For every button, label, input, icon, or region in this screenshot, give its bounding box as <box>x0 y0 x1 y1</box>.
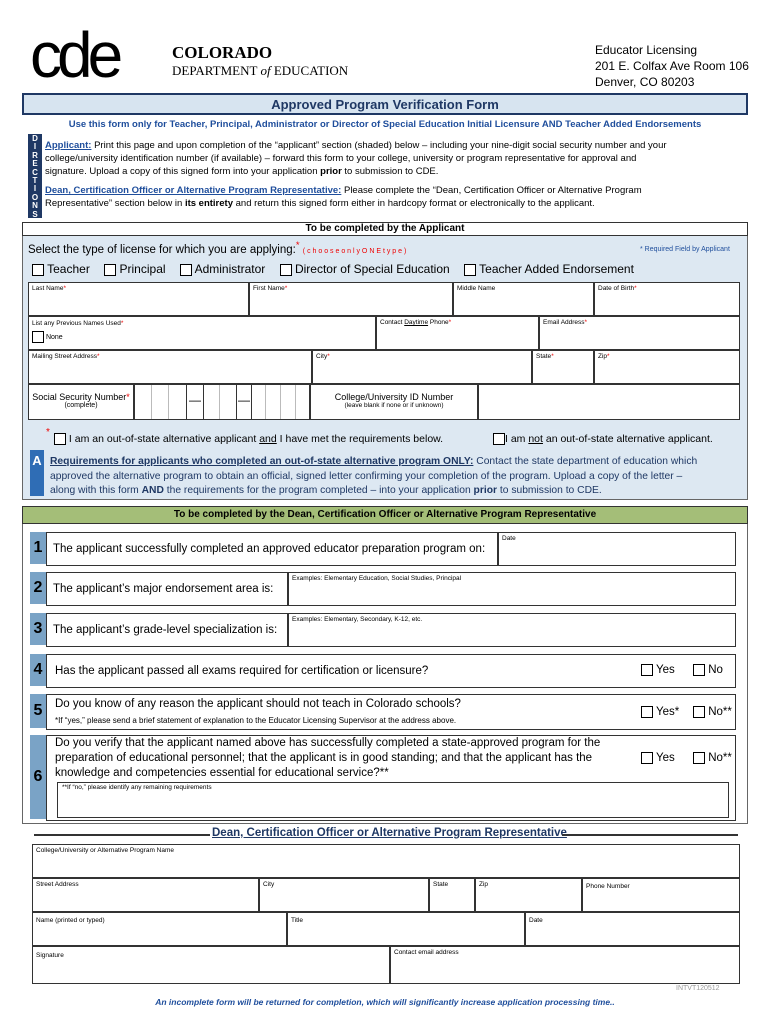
rep-title-field[interactable]: Title <box>287 912 525 946</box>
mailing-street-field[interactable]: Mailing Street Address* <box>28 350 312 384</box>
q2-endorsement-field[interactable]: Examples: Elementary Education, Social Studies, Principal <box>288 572 736 606</box>
rep-phone-field[interactable]: Phone Number <box>582 878 740 912</box>
previous-names-field[interactable]: List any Previous Names Used* <box>28 316 376 350</box>
q5-no-checkbox[interactable] <box>693 706 705 718</box>
added-endorsement-checkbox[interactable] <box>464 264 476 276</box>
q6-remaining-field[interactable]: **If “no,” please identify any remaining requirements <box>57 782 729 818</box>
q4-yes-checkbox[interactable] <box>641 664 653 676</box>
last-name-field[interactable]: Last Name* <box>28 282 249 316</box>
q6-number: 6 <box>30 735 46 819</box>
footer-notice: An incomplete form will be returned for completion, which will significantly increase application processing time.. <box>155 997 615 1007</box>
rep-divider-right <box>562 834 738 836</box>
q3-number: 3 <box>30 613 46 645</box>
director-checkbox[interactable] <box>280 264 292 276</box>
q5-number: 5 <box>30 694 46 728</box>
oos-yes-option: I am an out-of-state alternative applicant and I have met the requirements below. <box>54 433 443 445</box>
license-prompt: Select the type of license for which you are applying:* ( c h o o s e o n l y O N E t y p e ) <box>28 240 407 256</box>
ssn-dash-2: — <box>238 393 250 407</box>
q5-row: Do you know of any reason the applicant should not teach in Colorado schools? *If “yes,” please send a brief statement of explanation to the Educator Licensing Supervisor at the address above. Yes* No** <box>46 694 736 730</box>
rep-college-field[interactable]: College/University or Alternative Program Name <box>32 844 740 878</box>
form-subtitle: Use this form only for Teacher, Principal, Administrator or Director of Special Education Initial Licensure AND Teacher Added Endorsements <box>68 119 702 130</box>
none-option <box>32 331 63 343</box>
org-name <box>172 43 348 79</box>
added-endorsement-label: Teacher Added Endorsement <box>479 262 634 276</box>
q4-no-checkbox[interactable] <box>693 664 705 676</box>
principal-checkbox[interactable] <box>104 264 116 276</box>
rep-state-field[interactable]: State <box>429 878 475 912</box>
q1-text-cell: The applicant successfully completed an approved educator preparation program on: <box>46 532 498 566</box>
q6-row: Do you verify that the applicant named above has successfully completed a state-approved program for the preparation of educational personnel; that the applicant is in good standing; and that the applicant has the knowledge and competencies essential for educational service?** Yes No** **If “no,” please identify any remaining requirements <box>46 735 736 821</box>
q2-text-cell: The applicant’s major endorsement area is: <box>46 572 288 606</box>
rep-name-field[interactable]: Name (printed or typed) <box>32 912 287 946</box>
rep-date-field[interactable]: Date <box>525 912 740 946</box>
dean-bar: To be completed by the Dean, Certification Officer or Alternative Program Representative <box>22 506 748 524</box>
q2-number: 2 <box>30 572 46 604</box>
rep-divider-left <box>34 834 210 836</box>
form-title-bar <box>22 93 748 115</box>
none-label: None <box>45 333 63 341</box>
daytime-phone-field[interactable]: Contact Daytime Phone* <box>376 316 539 350</box>
email-field[interactable]: Email Address* <box>539 316 740 350</box>
zip-field[interactable]: Zip* <box>594 350 740 384</box>
oos-yes-checkbox[interactable] <box>54 433 66 445</box>
middle-name-field[interactable]: Middle Name <box>453 282 594 316</box>
oos-asterisk: * <box>46 427 50 438</box>
q5-yes-checkbox[interactable] <box>641 706 653 718</box>
license-types <box>32 262 634 276</box>
q4-number: 4 <box>30 654 46 686</box>
rep-email-field[interactable]: Contact email address <box>390 946 740 984</box>
q6-yes-checkbox[interactable] <box>641 752 653 764</box>
q1-number: 1 <box>30 532 46 564</box>
required-note: * Required Field by Applicant <box>640 246 730 253</box>
oos-no-option: I am not an out-of-state alternative applicant. <box>493 433 713 445</box>
rep-street-field[interactable]: Street Address <box>32 878 259 912</box>
form-title: Approved Program Verification Form <box>271 97 499 112</box>
rep-zip-field[interactable]: Zip <box>475 878 582 912</box>
ssn-digit-boxes[interactable] <box>134 384 310 420</box>
state-field[interactable]: State* <box>532 350 594 384</box>
cde-logo: cde <box>30 19 119 91</box>
q6-no-checkbox[interactable] <box>693 752 705 764</box>
college-id-field[interactable] <box>478 384 740 420</box>
q3-text-cell: The applicant’s grade-level specialization is: <box>46 613 288 647</box>
administrator-label: Administrator <box>194 262 266 276</box>
ssn-label-cell: Social Security Number* (complete) <box>28 384 134 420</box>
org-line2: DEPARTMENT of EDUCATION <box>172 63 349 78</box>
teacher-checkbox[interactable] <box>32 264 44 276</box>
oos-no-checkbox[interactable] <box>493 433 505 445</box>
rep-signature-field[interactable]: Signature <box>32 946 390 984</box>
q3-grade-level-field[interactable]: Examples: Elementary, Secondary, K-12, etc. <box>288 613 736 647</box>
q4-row: Has the applicant passed all exams required for certification or licensure? Yes No <box>46 654 736 688</box>
administrator-checkbox[interactable] <box>180 264 192 276</box>
none-checkbox[interactable] <box>32 331 44 343</box>
dob-field[interactable]: Date of Birth* <box>594 282 740 316</box>
rep-heading: Dean, Certification Officer or Alternative Program Representative <box>212 827 567 839</box>
org-line1: COLORADO <box>172 43 273 62</box>
teacher-label: Teacher <box>47 262 90 276</box>
form-code: INTVT120512 <box>676 985 720 992</box>
applicant-bar: To be completed by the Applicant <box>22 222 748 236</box>
city-field[interactable]: City* <box>312 350 532 384</box>
directions-text: Applicant: Print this page and upon completion of the “applicant” section (shaded) below – including your nine-digit social security number and your college/university identification number (if available) – forward this form to your college, university or program representative for approval and signature. Upload a copy of this signed form into your application prior to submission to CDE. Dean, Certification Officer or Alternative Program Representative: Please complete the “Dean, Certification Officer or Alternative Program Representative” section below in its entirety and return this signed form either in hardcopy format or electronically to the applicant. <box>45 140 667 209</box>
first-name-field[interactable]: First Name* <box>249 282 453 316</box>
office-address: Educator Licensing 201 E. Colfax Ave Room 106 Denver, CO 80203 <box>595 43 749 89</box>
directions-tab: D I R E C T I O N S <box>28 134 42 218</box>
principal-label: Principal <box>119 262 166 276</box>
q1-date-field[interactable]: Date <box>498 532 736 566</box>
director-label: Director of Special Education <box>294 262 450 276</box>
college-id-label-cell: College/University ID Number (leave blank if none or if unknown) <box>310 384 478 420</box>
ssn-dash-1: — <box>189 393 201 407</box>
oos-requirements: Requirements for applicants who completed an out-of-state alternative program ONLY: Contact the state department of education which approved the alternative program to obtain an official, signed letter confirming your completion of the program. Upload a copy of the letter – along with this form AND the requirements for the program completed – into your application prior to submission to CDE. <box>50 456 698 496</box>
rep-city-field[interactable]: City <box>259 878 429 912</box>
a-badge: A <box>30 450 44 496</box>
